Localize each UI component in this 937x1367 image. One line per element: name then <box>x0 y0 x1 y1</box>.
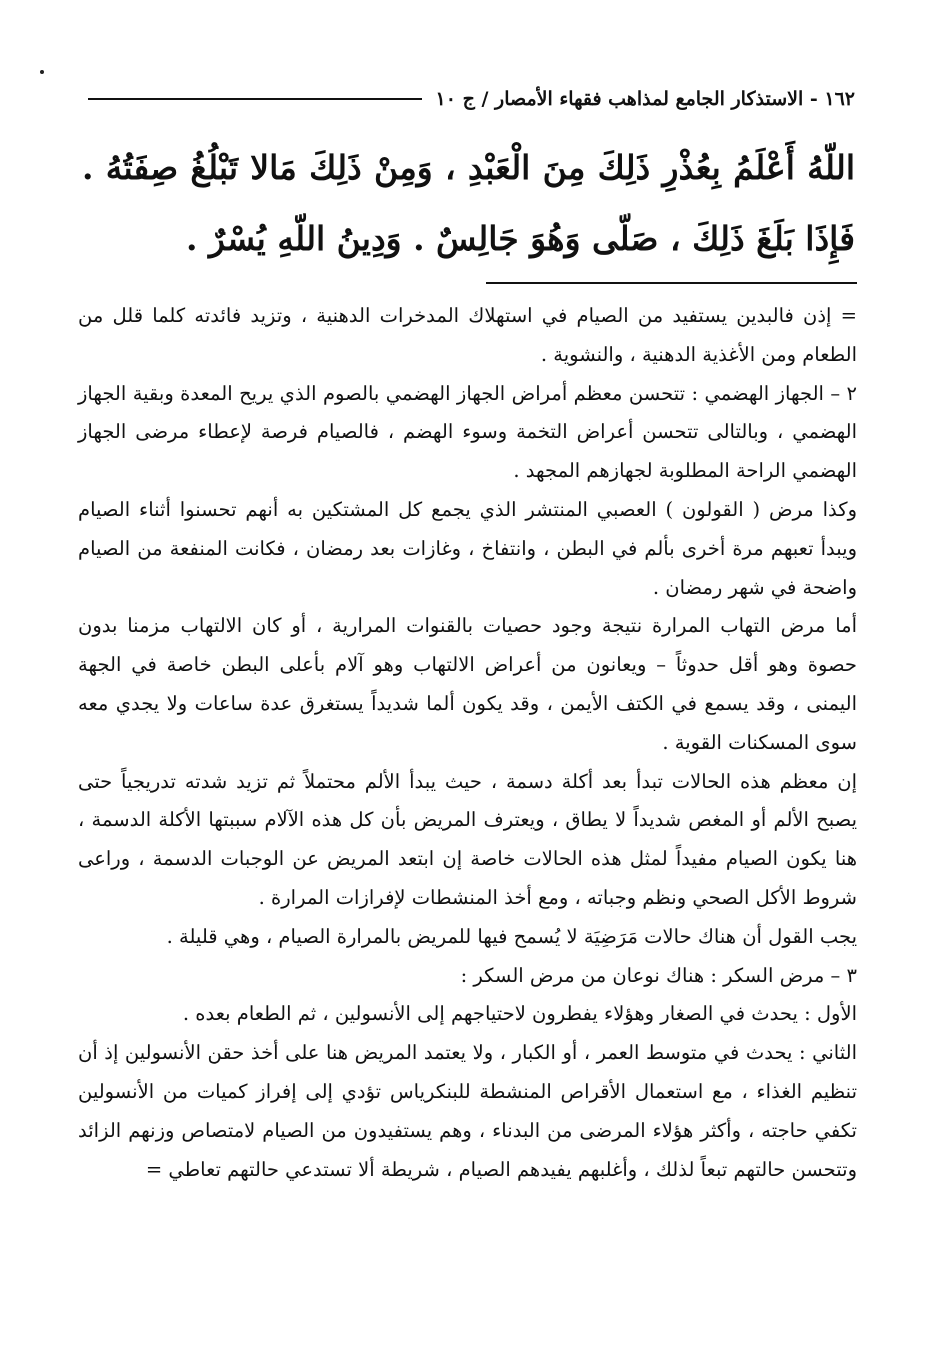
paragraph: الأول : يحدث في الصغار وهؤلاء يفطرون لاحتياجهم إلى الأنسولين ، ثم الطعام بعده . <box>182 1002 857 1026</box>
ink-speck <box>40 70 44 74</box>
paragraph: أما مرض التهاب المرارة نتيجة وجود حصيات بالقنوات المرارية ، أو كان الالتهاب مزمنا بدون حصوة وهو أقل حدوثاً – ويعانون من أعراض الالتهاب وهو آلام بأعلى البطن خاصة في الجهة اليمنى ، وقد يسمع في الكتف الأيمن ، وقد يكون ألما شديداً يستغرق عدة ساعات ولا يجدي معه سوى المسكنات القوية . <box>78 614 857 754</box>
paragraph: ٣ – مرض السكر : هناك نوعان من مرض السكر : <box>460 963 857 987</box>
paragraph: إن معظم هذه الحالات تبدأ بعد أكلة دسمة ، حيث يبدأ الألم محتملاً ثم تزيد شدته تدريجياً حتى يصبح الألم أو المغص شديداً لا يطاق ، ويعترف المريض بأن كل هذه الآلام سببتها الأكلة الدسمة ، هنا يكون الصيام مفيداً لمثل هذه الحالات خاصة إن ابتعد المريض عن الوجبات الدسمة ، وراعى شروط الأكل الصحي ونظم وجباته ، ومع أخذ المنشطات لإفرازات المرارة . <box>78 769 857 909</box>
running-head <box>88 84 855 114</box>
paragraph: وكذا مرض ( القولون ) العصبي المنتشر الذي يجمع كل المشتكين به أنهم تحسنوا أثناء الصيام ويبدأ تعبهم مرة أخرى بألم في البطن ، وانتفاخ ، وغازات بعد رمضان ، فكانت المنفعة من الصيام واضحة في شهر رمضان . <box>78 497 857 599</box>
paragraph: = إذن فالبدين يستفيد من الصيام في استهلاك المدخرات الدهنية ، وتزيد فائدته كلما قلل من الطعام ومن الأغذية الدهنية ، والنشوية . <box>78 304 857 366</box>
running-head-title: ١٦٢ - الاستذكار الجامع لمذاهب فقهاء الأمصار / ج ١٠ <box>435 88 855 110</box>
footnote-separator <box>486 282 857 284</box>
header-rule <box>88 98 422 100</box>
paragraph: يجب القول أن هناك حالات مَرَضِيَة لا يُسمح فيها للمريض بالمرارة الصيام ، وهي قليلة . <box>166 924 857 948</box>
footnote-body <box>78 297 857 1189</box>
paragraph: الثاني : يحدث في متوسط العمر ، أو الكبار ، ولا يعتمد المريض هنا على أخذ حقن الأنسولين إذ أن تنظيم الغذاء ، مع استعمال الأقراص المنشطة للبنكرياس تؤدي إلى إفراز كميات من الأنسولين تكفي حاجته ، وأكثر هؤلاء المرضى من البدناء ، وهم يستفيدون من الصيام لامتصاص وزنهم الزائد وتتحسن حالتهم تبعاً لذلك ، وأغلبهم يفيدهم الصيام ، شريطة ألا تستدعي حالتهم تعاطي = <box>78 1041 857 1181</box>
hadith-quote: اللّهُ أَعْلَمُ بِعُذْرِ ذَلِكَ مِنَ الْعَبْدِ ، وَمِنْ ذَلِكَ مَالا تَبْلُغُ صِفَتُهُ . فَإِذَا بَلَغَ ذَلِكَ ، صَلّى وَهُوَ جَالِسٌ . وَدِينُ اللّهِ يُسْرٌ . <box>82 148 855 258</box>
paragraph: ٢ – الجهاز الهضمي : تتحسن معظم أمراض الجهاز الهضمي بالصوم الذي يريح المعدة وبقية الجهاز الهضمي ، وبالتالى تتحسن أعراض التخمة وسوء الهضم ، فالصيام فرصة لإعطاء مرضى الجهاز الهضمي الراحة المطلوبة لجهازهم المجهد . <box>78 381 857 483</box>
